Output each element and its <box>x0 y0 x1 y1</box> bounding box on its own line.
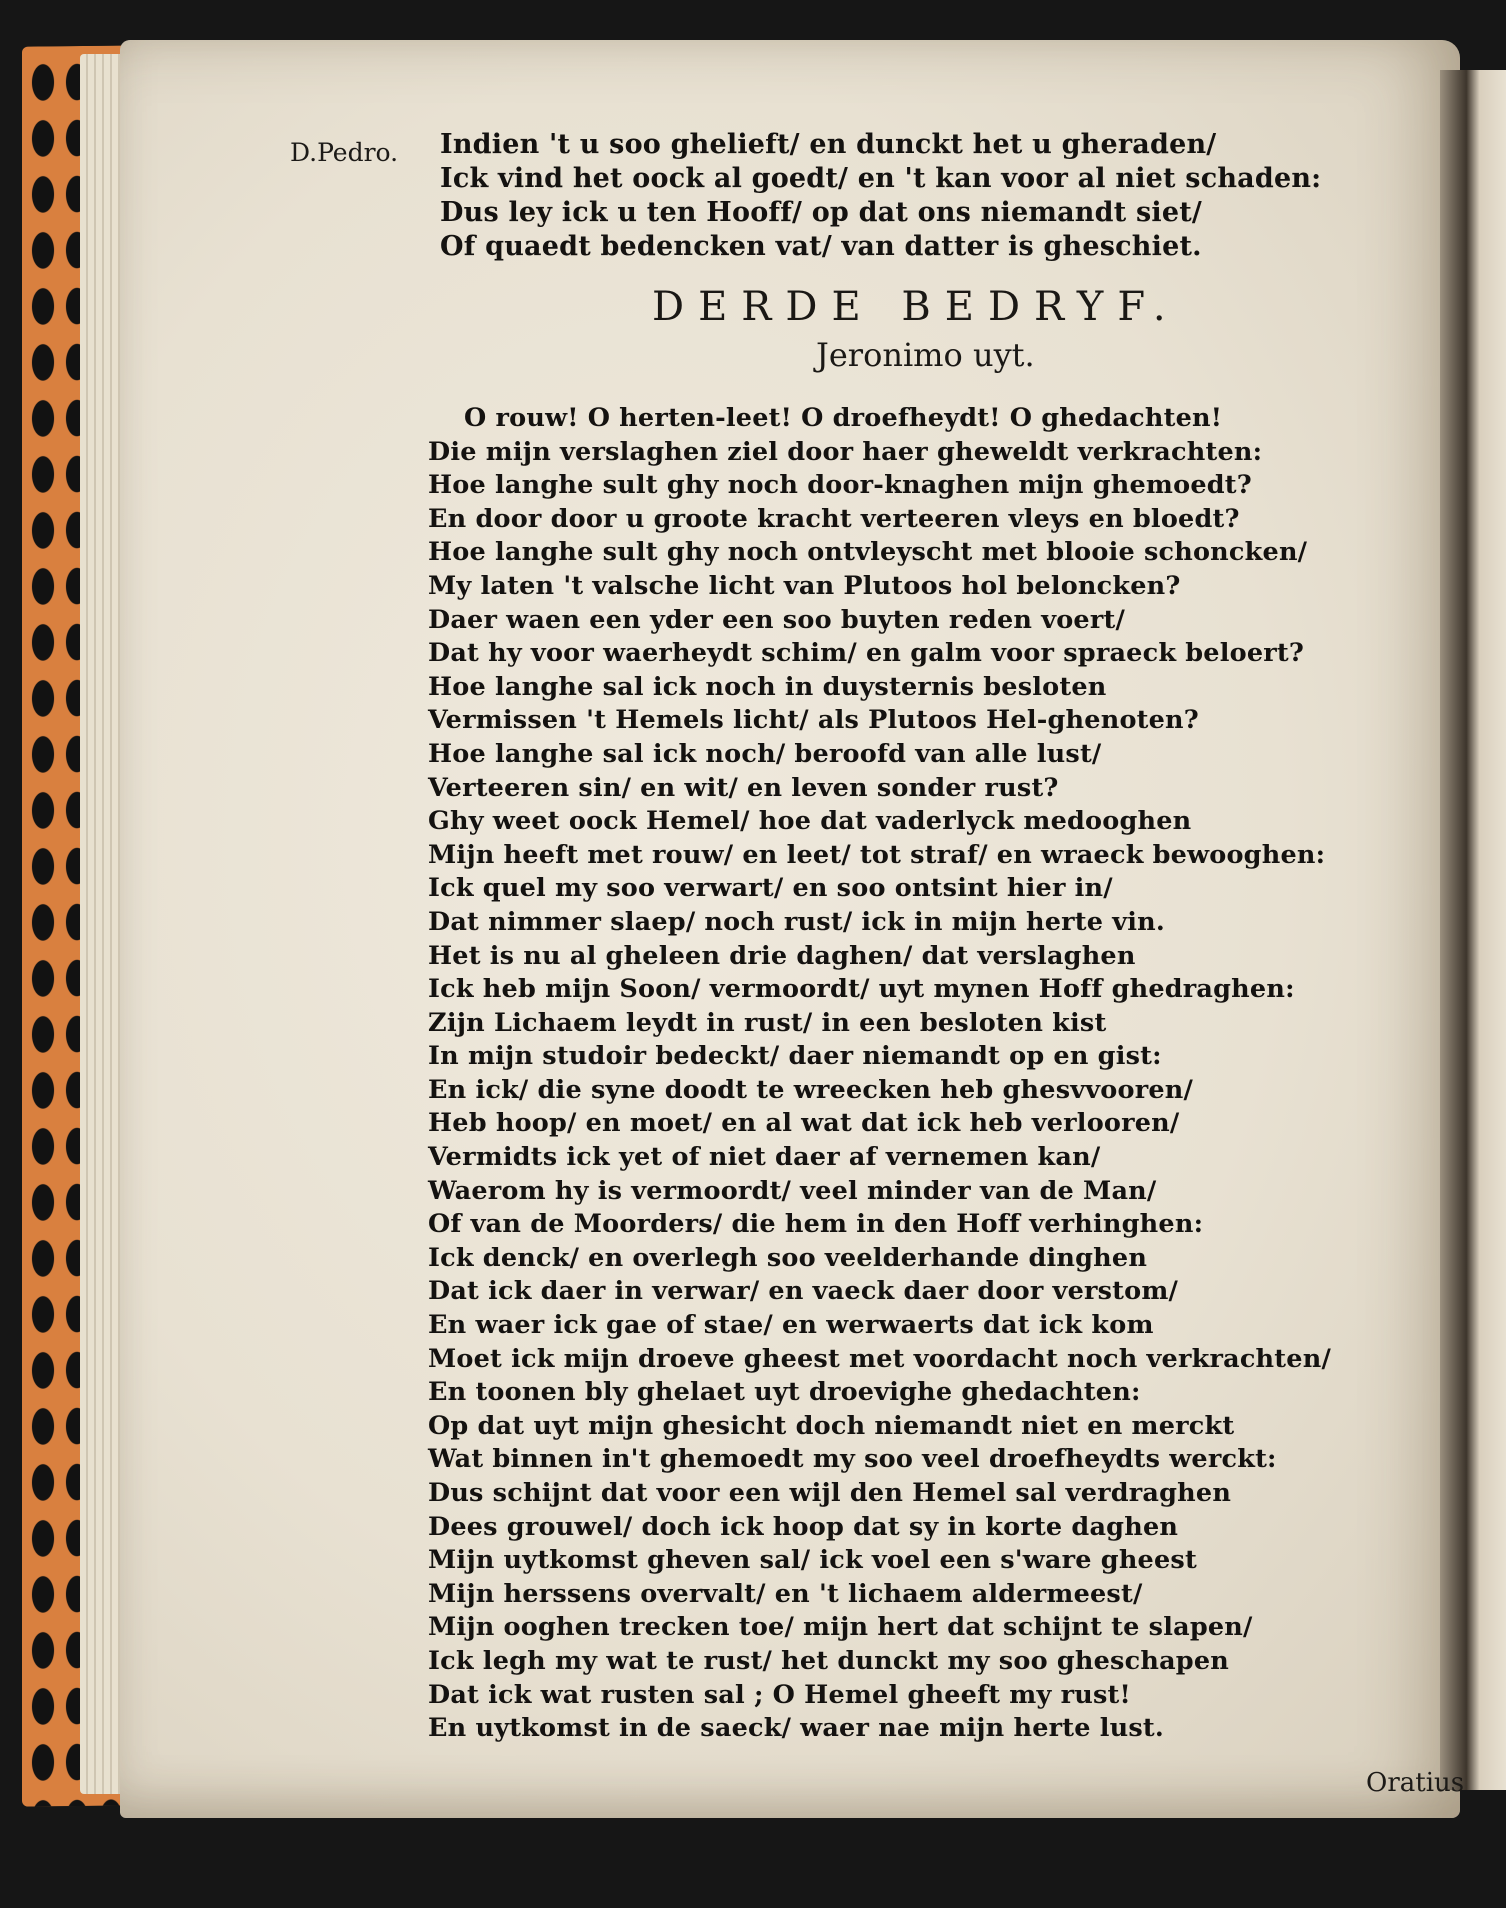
verse-line: Hoe langhe sal ick noch in duysternis besloten <box>428 671 1107 702</box>
verse-line: Vermissen 't Hemels licht/ als Plutoos Hel-ghenoten? <box>428 705 1199 736</box>
verse-line: Mijn heeft met rouw/ en leet/ tot straf/ en wraeck bewooghen: <box>428 839 1326 870</box>
verse-line: Dat nimmer slaep/ noch rust/ ick in mijn herte vin. <box>428 906 1165 937</box>
verse-line: Daer waen een yder een soo buyten reden voert/ <box>428 604 1125 635</box>
verse-line: Mijn uytkomst gheven sal/ ick voel een s'ware gheest <box>428 1545 1197 1576</box>
verse-line: My laten 't valsche licht van Plutoos hol beloncken? <box>428 570 1181 601</box>
verse-line: O rouw! O herten-leet! O droefheydt! O ghedachten! <box>464 403 1223 433</box>
verse-line: Dat ick wat rusten sal ; O Hemel gheeft my rust! <box>428 1679 1131 1710</box>
verse-line: En uytkomst in de saeck/ waer nae mijn herte lust. <box>428 1713 1164 1744</box>
verse-line: Waerom hy is vermoordt/ veel minder van de Man/ <box>428 1175 1157 1206</box>
verse-line: Hoe langhe sult ghy noch ontvleyscht met blooie schoncken/ <box>428 537 1308 568</box>
verse-line: Of van de Moorders/ die hem in den Hoff verhinghen: <box>428 1209 1204 1240</box>
top-verse <box>440 128 1321 264</box>
verse-line: Ick quel my soo verwart/ en soo ontsint hier in/ <box>428 873 1113 904</box>
verse-line: Op dat uyt mijn ghesicht doch niemandt niet en merckt <box>428 1410 1235 1441</box>
verse-line: Het is nu al gheleen drie daghen/ dat verslaghen <box>428 940 1136 971</box>
verse-line: In mijn studoir bedeckt/ daer niemandt op en gist: <box>428 1041 1162 1072</box>
verse-line: Mijn ooghen trecken toe/ mijn hert dat schijnt te slapen/ <box>428 1612 1253 1643</box>
verse-line: Dat hy voor waerheydt schim/ en galm voor spraeck beloert? <box>428 638 1305 669</box>
verse-line: Zijn Lichaem leydt in rust/ in een besloten kist <box>428 1007 1107 1038</box>
catchword: Oratius <box>1366 1768 1465 1798</box>
verse-line: Ghy weet oock Hemel/ hoe dat vaderlyck medooghen <box>428 806 1192 837</box>
verse-line: Hoe langhe sal ick noch/ beroofd van alle lust/ <box>428 738 1102 769</box>
act-title: DERDE BEDRYF. <box>652 284 1180 330</box>
verse-line: En toonen bly ghelaet uyt droevighe ghedachten: <box>428 1377 1141 1408</box>
verse-line: Ick vind het oock al goedt/ en 't kan voor al niet schaden: <box>440 163 1322 194</box>
scene-subtitle: Jeronimo uyt. <box>816 336 1035 374</box>
book-gutter <box>1440 70 1506 1790</box>
verse-line: En waer ick gae of stae/ en werwaerts dat ick kom <box>428 1310 1154 1341</box>
verse-line: Wat binnen in't ghemoedt my soo veel droefheydts werckt: <box>428 1444 1277 1475</box>
verse-line: Vermidts ick yet of niet daer af vernemen kan/ <box>428 1142 1101 1173</box>
verse-line: Of quaedt bedencken vat/ van datter is gheschiet. <box>440 231 1202 262</box>
verse-line: Verteeren sin/ en wit/ en leven sonder rust? <box>428 772 1059 803</box>
verse-line: En ick/ die syne doodt te wreecken heb ghesvvooren/ <box>428 1074 1194 1105</box>
verse-line: Dat ick daer in verwar/ en vaeck daer door verstom/ <box>428 1276 1179 1307</box>
verse-line: Indien 't u soo ghelieft/ en dunckt het u gheraden/ <box>440 129 1217 160</box>
verse-line: Dees grouwel/ doch ick hoop dat sy in korte daghen <box>428 1511 1179 1542</box>
verse-line: Ick denck/ en overlegh soo veelderhande dinghen <box>428 1242 1148 1273</box>
verse-line: En door door u groote kracht verteeren vleys en bloedt? <box>428 503 1240 534</box>
verse-line: Dus ley ick u ten Hooff/ op dat ons niemandt siet/ <box>440 197 1202 228</box>
verse-line: Moet ick mijn droeve gheest met voordacht noch verkrachten/ <box>428 1343 1331 1374</box>
verse-line: Mijn herssens overvalt/ en 't lichaem aldermeest/ <box>428 1578 1143 1609</box>
verse-line: Hoe langhe sult ghy noch door-knaghen mijn ghemoedt? <box>428 470 1252 501</box>
speaker-label: D.Pedro. <box>290 138 399 167</box>
verse-line: Ick legh my wat te rust/ het dunckt my soo gheschapen <box>428 1645 1229 1676</box>
verse-line: Ick heb mijn Soon/ vermoordt/ uyt mynen Hoff ghedraghen: <box>428 974 1295 1005</box>
verse-line: Dus schijnt dat voor een wijl den Hemel sal verdraghen <box>428 1478 1232 1508</box>
main-verse <box>428 402 1331 1746</box>
verse-line: Die mijn verslaghen ziel door haer gheweldt verkrachten: <box>428 436 1263 467</box>
verse-line: Heb hoop/ en moet/ en al wat dat ick heb verlooren/ <box>428 1108 1180 1139</box>
